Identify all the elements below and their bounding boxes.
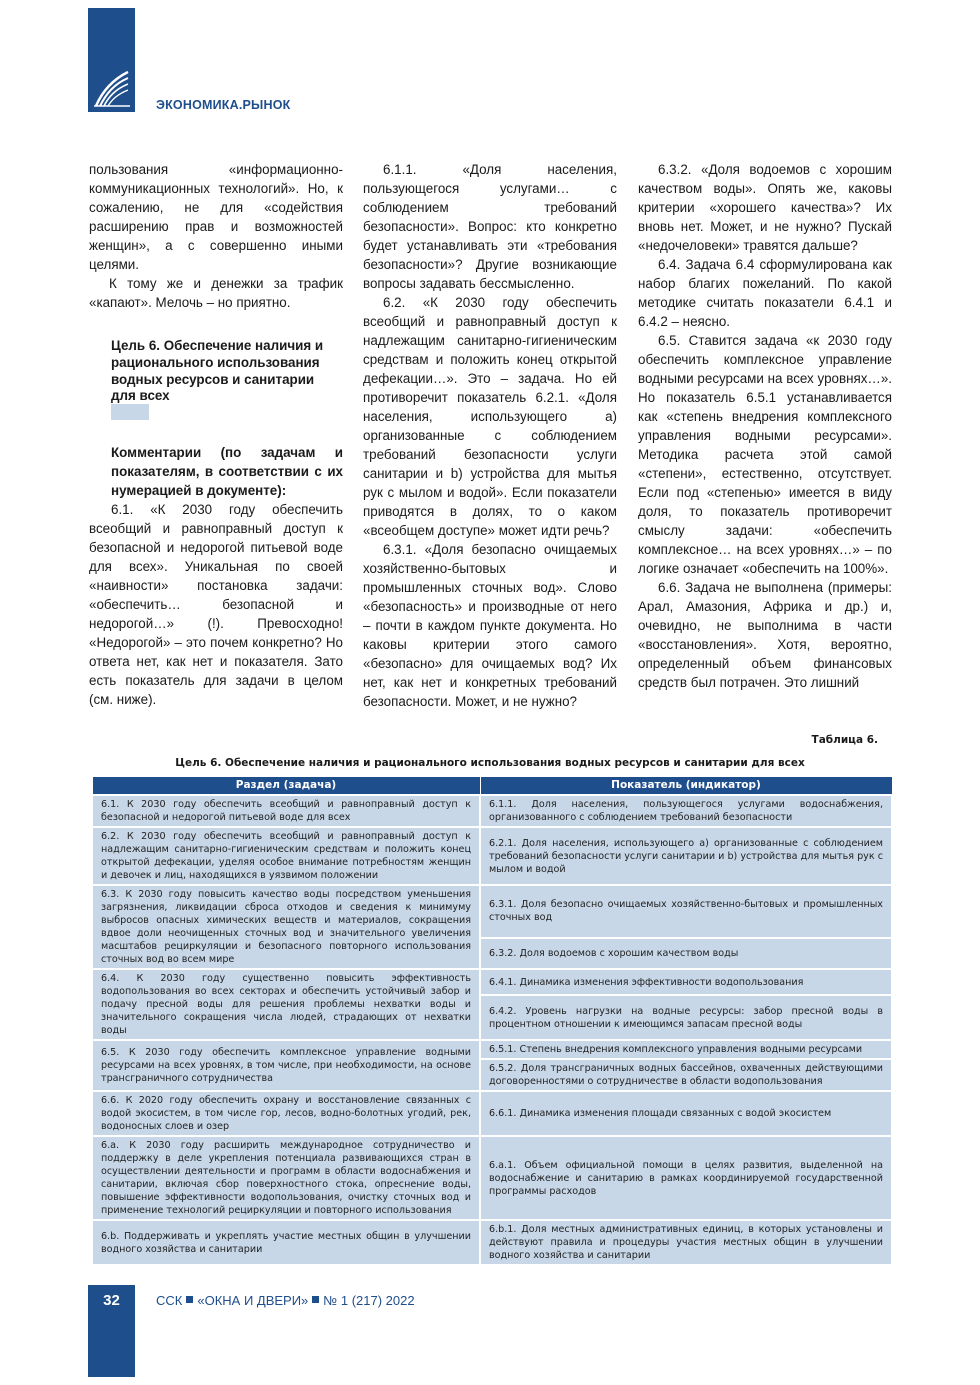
table-row [92, 885, 892, 938]
indicator-cell: 6.1.1. Доля населения, пользующегося услугами водоснабжения, организованного с соблюдением требований безопасности [480, 795, 892, 827]
table-title: Цель 6. Обеспечение наличия и рационального использования водных ресурсов и санитарии для всех [175, 757, 805, 769]
paragraph: 6.1. «К 2030 году обеспечить всеобщий и равноправный доступ к безопасной и недорогой питьевой воде для всех». Уникальная по своей «наивности» постановка задачи: «обеспечить… безопасной и недорогой…» (!). Превосходно! «Недорогой» – это почем конкретно? Но ответа нет, как нет и показателя. Зато есть показатель для задачи в целом (см. ниже). [89, 502, 343, 707]
paragraph: 6.2. «К 2030 году обеспечить всеобщий и равноправный доступ к надлежащим санитарно-гигиеническим средствам и положить конец открытой дефекации…». Это – задача. Но ей противоречит показатель 6.2.1. «Доля населения, использующего a) организованные с соблюдением требований безопасности услуги санитарии и b) устройства для мытья рук с мылом и водой». Если показатели приводятся в долях, то о каком «всеобщем доступе» может идти речь? [363, 295, 617, 538]
indicator-cell: 6.4.2. Уровень нагрузки на водные ресурсы: забор пресной воды в процентном отношении к имеющимся запасам пресной воды [480, 995, 892, 1040]
table-label: Таблица 6. [811, 734, 878, 746]
paragraph: 6.5. Ставится задача «к 2030 году обеспечить комплексное управление водными ресурсами на всех уровнях…». Но показатель 6.5.1 устанавливается как «степень внедрения комплексного управления водными ресурсами». Методика расчета этой самой «степени», естественно, отсутствует. Если под «степенью» имеется в виду доля, то показатель противоречит смыслу задачи: «обеспечить комплексное… на всех уровнях…» – по логике означает «обеспечить на 100%». [638, 333, 892, 576]
table-header-row [92, 777, 892, 796]
footer-publication [156, 1293, 415, 1308]
square-bullet-icon [186, 1296, 193, 1303]
indicator-cell: 6.6.1. Динамика изменения площади связанных с водой экосистем [480, 1091, 892, 1136]
indicator-cell: 6.4.1. Динамика изменения эффективности водопользования [480, 969, 892, 995]
table-row [92, 1136, 892, 1220]
goal-table [91, 776, 893, 1266]
footer-part: «ОКНА И ДВЕРИ» [197, 1293, 309, 1308]
table-row [92, 1040, 892, 1059]
wave-logo-icon [92, 62, 132, 108]
indicator-cell: 6.3.1. Доля безопасно очищаемых хозяйственно-бытовых и промышленных сточных вод [480, 885, 892, 938]
task-cell: 6.a. К 2030 году расширить международное сотрудничество и поддержку в деле укрепления потенциала развивающихся стран в осуществлении деятельности и программ в области водоснабжения и санитарии, включая сбор поверхностного стока, опреснение воды, повышение эффективности водопользования, очистку сточных вод и применение технологий рециркуляции и повторного использования [92, 1136, 480, 1220]
table-row [92, 827, 892, 885]
table-row [92, 795, 892, 827]
table-row [92, 1091, 892, 1136]
section-title: ЭКОНОМИКА.РЫНОК [156, 98, 291, 112]
heading-highlight [111, 404, 149, 420]
goal-heading: Цель 6. Обеспечение наличия и рационального использования водных ресурсов и санитарии для всех [111, 338, 324, 404]
task-cell: 6.b. Поддерживать и укреплять участие местных общин в улучшении водного хозяйства и санитарии [92, 1220, 480, 1265]
table-row [92, 1220, 892, 1265]
task-cell: 6.5. К 2030 году обеспечить комплексное управление водными ресурсами на всех уровнях, в том числе, при необходимости, на основе трансграничного сотрудничества [92, 1040, 480, 1091]
paragraph: 6.1.1. «Доля населения, пользующегося услугами… с соблюдением требований безопасности». Вопрос: кто конкретно будет устанавливать эти «требования безопасности»? Другие возникающие вопросы задавать бессмысленно. [363, 162, 617, 291]
comment-heading: Комментарии (по задачам и показателям, в соответствии с их нумерацией в документе): [111, 445, 343, 498]
paragraph: К тому же и денежки за трафик «капают». Мелочь – но приятно. [89, 276, 343, 310]
task-cell: 6.3. К 2030 году повысить качество воды посредством уменьшения загрязнения, ликвидации сброса отходов и сведения к минимуму выбросов опасных химических веществ и материалов, сокращения вдвое доли неочищенных сточных вод и значительного увеличения масштабов рециркуляции и безопасного повторного использования сточных вод во всем мире [92, 885, 480, 969]
page-number: 32 [103, 1292, 120, 1309]
column-2 [363, 160, 617, 711]
paragraph: 6.3.1. «Доля безопасно очищаемых хозяйственно-бытовых и промышленных сточных вод». Слово «безопасность» и производные от него – почти в каждом пункте документа. Но каковы критерии этого самого «безопасно» для очищаемых вод? Их нет, как нет и конкретных требований безопасности. Может, и не нужно? [363, 542, 617, 709]
column-3 [638, 160, 892, 692]
indicator-cell: 6.3.2. Доля водоемов с хорошим качеством воды [480, 938, 892, 969]
column-1 [89, 160, 343, 312]
paragraph: пользования «информационно-коммуникационных технологий». Но, к сожалению, не для «содействия расширению прав и возможностей женщин», а с совершенно иными целями. [89, 162, 343, 272]
indicator-cell: 6.5.1. Степень внедрения комплексного управления водными ресурсами [480, 1040, 892, 1059]
indicator-cell: 6.b.1. Доля местных административных единиц, в которых установлены и действуют правила и процедуры участия местных общин в улучшении водного хозяйства и санитарии [480, 1220, 892, 1265]
task-cell: 6.6. К 2020 году обеспечить охрану и восстановление связанных с водой экосистем, в том числе гор, лесов, водно-болотных угодий, рек, водоносных слоев и озер [92, 1091, 480, 1136]
footer-part: № 1 (217) 2022 [323, 1293, 415, 1308]
table-row [92, 969, 892, 995]
task-cell: 6.4. К 2030 году существенно повысить эффективность водопользования во всех секторах и обеспечить устойчивый забор и подачу пресной воды для решения проблемы нехватки воды и значительного сокращения числа людей, страдающих от нехватки воды [92, 969, 480, 1040]
task-cell: 6.1. К 2030 году обеспечить всеобщий и равноправный доступ к безопасной и недорогой питьевой воде для всех [92, 795, 480, 827]
paragraph: 6.6. Задача не выполнена (примеры: Арал, Амазония, Африка и др.) и, очевидно, не выполнима в части «восстановления». Хотя, вероятно, определенный объем финансовых средств был потрачен. Это лишний [638, 580, 892, 690]
paragraph: 6.3.2. «Доля водоемов с хорошим качеством воды». Опять же, каковы критерии «хорошего качества»? Их вновь нет. Может, и не нужно? Пускай «недочеловеки» травятся дальше? [638, 162, 892, 253]
column-header-task: Раздел (задача) [92, 777, 480, 796]
indicator-cell: 6.a.1. Объем официальной помощи в целях развития, выделенной на водоснабжение и санитарию в рамках координируемой государственной программы расходов [480, 1136, 892, 1220]
column-header-indicator: Показатель (индикатор) [480, 777, 892, 796]
comment-block [89, 443, 343, 709]
indicator-cell: 6.5.2. Доля трансграничных водных бассейнов, охваченных действующими договоренностями о сотрудничестве в области водопользования [480, 1059, 892, 1091]
footer-part: ССК [156, 1293, 183, 1308]
square-bullet-icon [312, 1296, 319, 1303]
paragraph: 6.4. Задача 6.4 сформулирована как набор благих пожеланий. По какой методике считать показатели 6.4.1 и 6.4.2 – неясно. [638, 257, 892, 329]
indicator-cell: 6.2.1. Доля населения, использующего a) организованные с соблюдением требований безопасности услуги санитарии и b) устройства для мытья рук с мылом и водой [480, 827, 892, 885]
task-cell: 6.2. К 2030 году обеспечить всеобщий и равноправный доступ к надлежащим санитарно-гигиеническим средствам и положить конец открытой дефекации, уделяя особое внимание потребностям женщин и девочек и лиц, находящихся в уязвимом положении [92, 827, 480, 885]
